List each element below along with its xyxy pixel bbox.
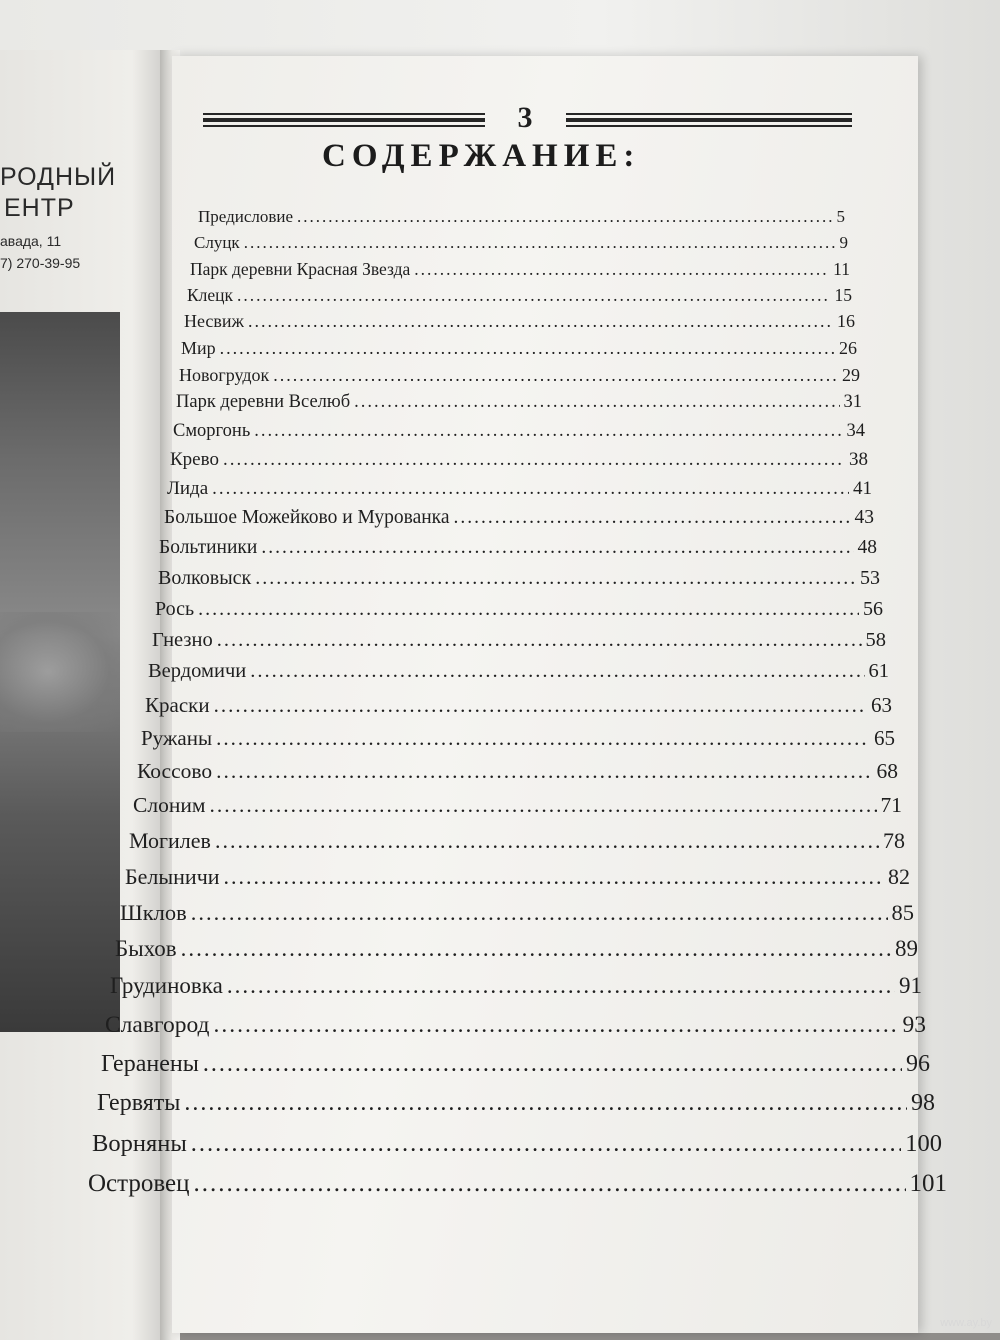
- toc-entry-page: 53: [860, 567, 880, 589]
- previous-page-text: [0, 162, 150, 272]
- toc-entry: [158, 567, 880, 590]
- toc-entry: [179, 365, 860, 386]
- toc-entry-title: Ворняны: [92, 1130, 187, 1157]
- toc-entry-page: 41: [853, 478, 872, 499]
- toc-entry: [133, 793, 902, 818]
- toc-entry: [141, 726, 895, 751]
- toc-entry-page: 65: [874, 726, 895, 750]
- toc-entry-title: Больтиники: [159, 537, 258, 558]
- toc-leader-dots: [454, 507, 851, 529]
- toc-entry-page: 56: [863, 598, 883, 620]
- toc-entry: [164, 507, 874, 529]
- toc-entry-title: Волковыск: [158, 567, 252, 589]
- toc-entry-title: Шклов: [120, 900, 187, 925]
- toc-leader-dots: [414, 259, 829, 280]
- toc-leader-dots: [254, 421, 842, 442]
- toc-entry: [105, 1012, 926, 1039]
- toc-entry-title: Краски: [145, 693, 210, 717]
- toc-entry: [173, 421, 865, 442]
- toc-entry-page: 31: [843, 392, 862, 412]
- toc-entry-title: Несвиж: [184, 311, 244, 331]
- toc-entry: [159, 537, 877, 559]
- page-number: 3: [517, 101, 533, 134]
- toc-entry-page: 58: [865, 629, 886, 651]
- toc-entry-title: Гервяты: [97, 1090, 181, 1116]
- toc-entry: [190, 259, 850, 280]
- header-rule-left: [203, 113, 485, 127]
- toc-entry-page: 11: [833, 259, 850, 279]
- toc-entry-page: 78: [883, 828, 905, 853]
- toc-leader-dots: [209, 793, 876, 818]
- toc-entry-title: Новогрудок: [179, 365, 270, 385]
- toc-entry: [125, 864, 910, 890]
- toc-leader-dots: [212, 478, 849, 500]
- toc-leader-dots: [215, 828, 879, 854]
- toc-entry-page: 91: [899, 973, 922, 998]
- toc-entry: [115, 936, 918, 962]
- toc-leader-dots: [217, 629, 862, 652]
- toc-entry-title: Островец: [88, 1170, 190, 1197]
- toc-entry: [92, 1130, 942, 1158]
- toc-leader-dots: [216, 726, 870, 751]
- toc-entry-title: Крево: [170, 449, 219, 470]
- toc-entry-page: 89: [895, 936, 918, 961]
- toc-entry-title: Белыничи: [125, 864, 220, 889]
- toc-leader-dots: [214, 1012, 899, 1039]
- toc-leader-dots: [248, 311, 833, 332]
- toc-entry: [187, 285, 852, 306]
- toc-entry-title: Геранены: [101, 1051, 199, 1077]
- toc-entry-title: Гнезно: [152, 629, 213, 651]
- toc-entry-title: Слоним: [133, 793, 206, 817]
- toc-entry: [148, 660, 889, 683]
- toc-leader-dots: [216, 759, 872, 784]
- previous-page-line: авада, 11: [0, 233, 62, 249]
- toc-entry: [88, 1170, 947, 1198]
- toc-entry: [170, 449, 868, 471]
- toc-leader-dots: [223, 449, 845, 471]
- toc-entry: [101, 1051, 930, 1078]
- toc-entry-page: 96: [906, 1051, 930, 1077]
- toc-entry-page: 15: [834, 285, 852, 305]
- toc-entry: [184, 311, 855, 332]
- toc-leader-dots: [273, 365, 838, 386]
- toc-leader-dots: [227, 973, 895, 999]
- toc-entry-page: 48: [857, 537, 877, 558]
- toc-entry-page: 68: [876, 759, 898, 783]
- previous-page-line: 7) 270-39-95: [0, 255, 81, 271]
- toc-leader-dots: [261, 537, 853, 559]
- toc-entry: [194, 233, 848, 253]
- toc-entry: [97, 1090, 935, 1117]
- toc-entry-title: Рось: [155, 598, 195, 620]
- toc-entry-page: 93: [902, 1012, 926, 1038]
- toc-entry-page: 43: [854, 507, 874, 528]
- toc-entry-title: Большое Можейково и Мурованка: [164, 507, 450, 528]
- watermark: www.ay.by: [940, 1317, 992, 1329]
- toc-entry: [120, 900, 914, 926]
- toc-entry-page: 61: [868, 660, 889, 682]
- toc-entry-title: Вердомичи: [148, 660, 247, 682]
- toc-leader-dots: [191, 900, 888, 926]
- toc-entry-page: 100: [905, 1130, 942, 1157]
- toc-leader-dots: [184, 1090, 907, 1117]
- toc-entry-page: 34: [846, 421, 865, 441]
- toc-entry-title: Ружаны: [141, 726, 213, 750]
- toc-entry: [129, 828, 905, 854]
- toc-leader-dots: [250, 660, 864, 683]
- toc-entry-page: 71: [880, 793, 902, 817]
- toc-entry-title: Грудиновка: [110, 973, 223, 998]
- toc-leader-dots: [181, 936, 891, 962]
- previous-page-line: РОДНЫЙ: [0, 163, 117, 191]
- toc-leader-dots: [237, 285, 830, 306]
- toc-entry-title: Сморгонь: [173, 421, 251, 441]
- toc-entry-title: Лида: [167, 478, 209, 499]
- toc-entry-page: 29: [842, 365, 860, 385]
- toc-entry-page: 63: [871, 693, 892, 717]
- toc-leader-dots: [224, 864, 884, 890]
- toc-leader-dots: [203, 1051, 902, 1078]
- previous-page-photo: [0, 312, 120, 1032]
- toc-leader-dots: [220, 338, 835, 359]
- header-rule-right: [566, 113, 852, 127]
- previous-page-line: ЕНТР: [4, 194, 75, 222]
- toc-entry-title: Предисловие: [198, 207, 294, 226]
- toc-entry-title: Слуцк: [194, 233, 240, 252]
- toc-entry: [110, 973, 922, 999]
- toc-entry-page: 16: [837, 311, 855, 331]
- toc-entry-page: 5: [836, 207, 845, 226]
- toc-entry-title: Славгород: [105, 1012, 210, 1038]
- toc-entry-title: Парк деревни Вселюб: [176, 392, 351, 412]
- page-title: СОДЕРЖАНИЕ:: [322, 138, 641, 174]
- toc-leader-dots: [198, 598, 859, 621]
- toc-entry: [198, 207, 845, 227]
- toc-entry: [155, 598, 883, 621]
- toc-entry-page: 85: [891, 900, 914, 925]
- toc-entry: [145, 693, 892, 718]
- toc-entry: [181, 338, 857, 359]
- toc-entry-page: 82: [888, 864, 910, 889]
- toc-entry: [137, 759, 898, 784]
- toc-entry-title: Могилев: [129, 828, 211, 853]
- toc-entry-page: 9: [839, 233, 848, 252]
- toc-leader-dots: [255, 567, 856, 590]
- toc-entry-title: Клецк: [187, 285, 234, 305]
- toc-leader-dots: [354, 392, 839, 413]
- toc-entry-title: Парк деревни Красная Звезда: [190, 259, 411, 279]
- toc-entry: [176, 392, 862, 413]
- toc-entry-title: Коссово: [137, 759, 213, 783]
- toc-leader-dots: [214, 693, 867, 718]
- toc-entry-page: 101: [909, 1170, 947, 1197]
- toc-entry-page: 26: [839, 338, 857, 358]
- toc-leader-dots: [194, 1170, 906, 1198]
- toc-entry: [167, 478, 872, 500]
- toc-entry-page: 38: [849, 449, 868, 470]
- toc-leader-dots: [191, 1130, 901, 1158]
- toc-entry-title: Мир: [181, 338, 216, 358]
- toc-leader-dots: [244, 233, 836, 253]
- toc-entry: [152, 629, 886, 652]
- toc-entry-title: Быхов: [115, 936, 177, 961]
- toc-entry-page: 98: [911, 1090, 935, 1116]
- toc-leader-dots: [297, 207, 832, 227]
